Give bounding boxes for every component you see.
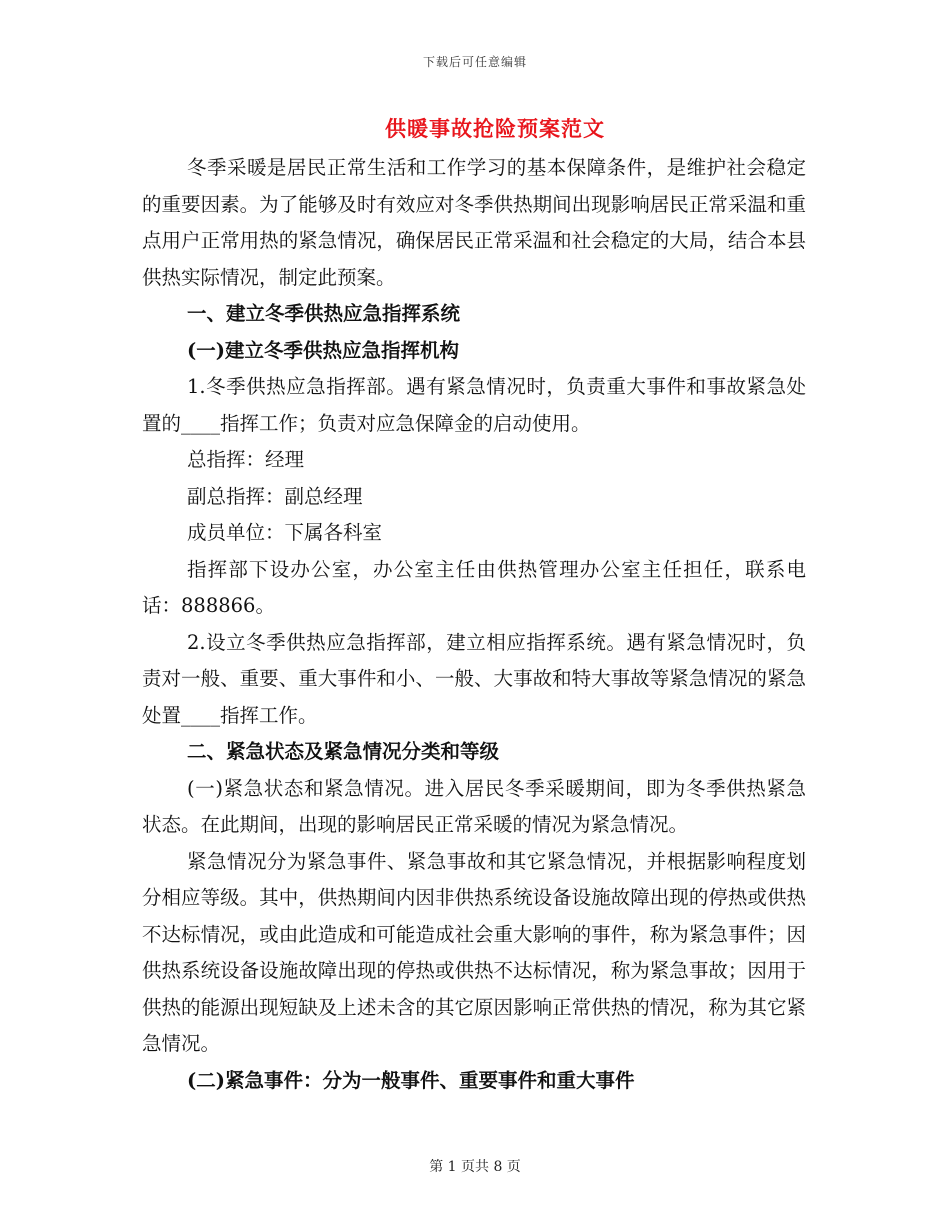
paragraph-commander: 总指挥：经理 [187, 448, 305, 471]
paragraph-command-system: 2.设立冬季供热应急指挥部，建立相应指挥系统。遇有紧急情况时，负责对一般、重要、重大事件和小、一般、大事故和特大事故等紧急情况的紧急处置____指挥工作。 [142, 630, 806, 727]
paragraph-emergency-categories: 紧急情况分为紧急事件、紧急事故和其它紧急情况，并根据影响程度划分相应等级。其中，供热期间内因非供热系统设备设施故障出现的停热或供热不达标情况，或由此造成和可能造成社会重大影响的事件，称为紧急事件；因供热系统设备设施故障出现的停热或供热不达标情况，称为紧急事故；因用于供热的能源出现短缺及上述未含的其它原因影响正常供热的情况，称为其它紧急情况。 [142, 849, 806, 1055]
subsection-heading-1-1: (一)建立冬季供热应急指挥机构 [187, 338, 459, 362]
section-heading-1: 一、建立冬季供热应急指挥系统 [187, 302, 461, 325]
section-heading-2: 二、紧急状态及紧急情况分类和等级 [187, 740, 500, 763]
paragraph-emergency-state: (一)紧急状态和紧急情况。进入居民冬季采暖期间，即为冬季供热紧急状态。在此期间，出现的影响居民正常采暖的情况为紧急情况。 [142, 776, 806, 836]
intro-paragraph: 冬季采暖是居民正常生活和工作学习的基本保障条件，是维护社会稳定的重要因素。为了能够及时有效应对冬季供热期间出现影响居民正常采温和重点用户正常用热的紧急情况，确保居民正常采温和社会稳定的大局，结合本县供热实际情况，制定此预案。 [142, 156, 806, 289]
paragraph-deputy-commander: 副总指挥：副总经理 [187, 484, 363, 508]
subsection-heading-2-2: (二)紧急事件：分为一般事件、重要事件和重大事件 [187, 1068, 635, 1092]
document-body [142, 150, 806, 1099]
page-footer: 第 1 页共 8 页 [429, 1159, 521, 1175]
paragraph-member-units: 成员单位：下属各科室 [187, 521, 383, 544]
document-title: 供暖事故抢险预案范文 [385, 116, 605, 141]
header-note: 下载后可任意编辑 [422, 55, 527, 69]
paragraph-office: 指挥部下设办公室，办公室主任由供热管理办公室主任担任，联系电话：888866。 [142, 557, 806, 617]
paragraph-command-hq: 1.冬季供热应急指挥部。遇有紧急情况时，负责重大事件和事故紧急处置的____指挥工作；负责对应急保障金的启动使用。 [142, 375, 806, 435]
